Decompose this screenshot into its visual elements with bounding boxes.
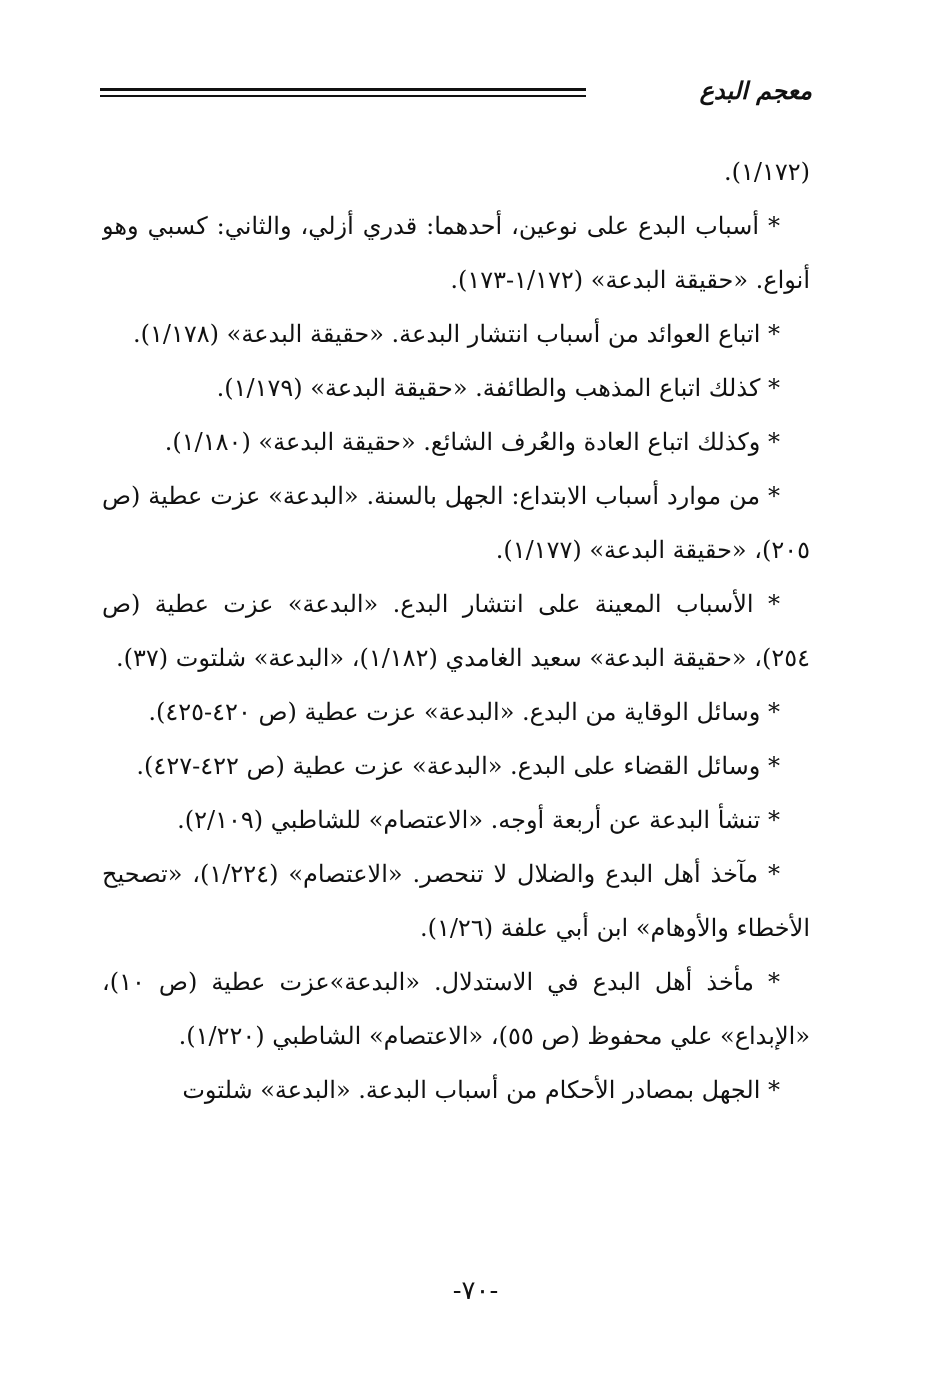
entry: * وسائل الوقاية من البدع. «البدعة» عزت عطية (ص ٤٢٠-٤٢٥). [148, 698, 780, 726]
page-body [102, 145, 810, 1255]
entry: * أسباب البدع على نوعين، أحدهما: قدري أزلي، والثاني: كسبي وهو أنواع. «حقيقة البدعة» (١/١٧٢-١٧٣). [102, 212, 810, 294]
entry: * الجهل بمصادر الأحكام من أسباب البدعة. «البدعة» شلتوت [182, 1076, 780, 1104]
header-title: معجم البدع [699, 76, 812, 105]
entry: * وسائل القضاء على البدع. «البدعة» عزت عطية (ص ٤٢٢-٤٢٧). [136, 752, 780, 780]
page-number: -٧٠- [452, 1276, 499, 1306]
entry: * مأخذ أهل البدع في الاستدلال. «البدعة»عزت عطية (ص ١٠)، «الإبداع» علي محفوظ (ص ٥٥)، «الاعتصام» الشاطبي (١/٢٢٠). [102, 968, 810, 1050]
entry: * من موارد أسباب الابتداع: الجهل بالسنة. «البدعة» عزت عطية (ص ٢٠٥)، «حقيقة البدعة» (١/١٧٧). [102, 482, 810, 564]
entry: * تنشأ البدعة عن أربعة أوجه. «الاعتصام» للشاطبي (٢/١٠٩). [177, 806, 780, 834]
header-double-rule [100, 88, 586, 97]
entry: * مآخذ أهل البدع والضلال لا تنحصر. «الاعتصام» (١/٢٢٤)، «تصحيح الأخطاء والأوهام» ابن أبي علفة (١/٢٦). [102, 860, 810, 942]
running-header [100, 76, 812, 116]
entry: * كذلك اتباع المذهب والطائفة. «حقيقة البدعة» (١/١٧٩). [216, 374, 780, 402]
entry: * الأسباب المعينة على انتشار البدع. «البدعة» عزت عطية (ص ٢٥٤)، «حقيقة البدعة» سعيد الغامدي (١/١٨٢)، «البدعة» شلتوت (٣٧). [102, 590, 810, 672]
entry: * اتباع العوائد من أسباب انتشار البدعة. «حقيقة البدعة» (١/١٧٨). [133, 320, 780, 348]
entry-continuation: (١/١٧٢). [723, 158, 810, 186]
entry: * وكذلك اتباع العادة والعُرف الشائع. «حقيقة البدعة» (١/١٨٠). [164, 428, 780, 456]
